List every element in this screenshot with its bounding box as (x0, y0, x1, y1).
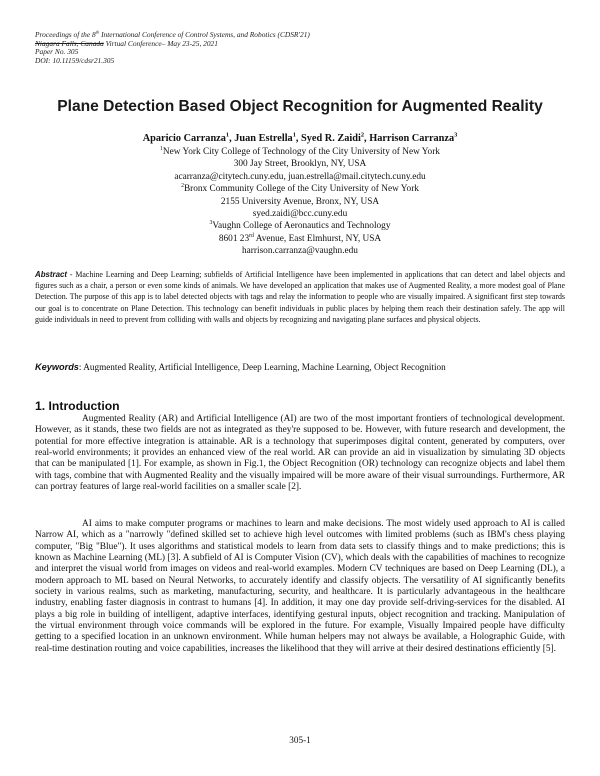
section-heading-introduction: 1. Introduction (35, 399, 120, 413)
affiliation-2-email: syed.zaidi@bcc.cuny.edu (252, 209, 348, 220)
proceedings-header (35, 31, 310, 65)
affiliation-3-name: $^3$Vaughn College of Aeronautics and Technology (209, 220, 391, 232)
paper-title: Plane Detection Based Object Recognition for Augmented Reality (57, 98, 543, 115)
affiliation-1-address: 300 Jay Street, Brooklyn, NY, USA (233, 159, 367, 170)
keywords (35, 362, 565, 372)
author-list: Aparicio Carranza$^1$, Juan Estrella$^1$, Syed R. Zaidi$^2$, Harrison Carranza$^3$ (142, 131, 458, 144)
header-paper-no: Paper No. 305 (35, 47, 79, 57)
author-name: Juan Estrella (234, 133, 293, 144)
keywords-label: Keywords (35, 362, 79, 372)
intro-paragraph-2: AI aims to make computer programs or machines to learn and make decisions. The most widely used approach to AI is called Narrow AI, which as a "narrowly "defined skilled set to achieve high level outcomes with limited problems (such as IBM's chess playing computer, "Big "Blue"). It uses algorithms and statistical models to learn from data sets to classify things and to make predictions; this is known as Machine Learning (ML) [3]. A subfield of AI is Computer Vision (CV), which deals with the capabilities of machines to recognize and interpret the visual world from images on videos and real-world examples. Modern CV techniques are based on Deep Learning (DL), a modern approach to ML based on Neural Networks, to accurately identify and classify objects. The versatility of AI significantly benefits society in various realms, such as marketing, manufacturing, security, and healthcare. It is particularly advantageous in the healthcare industry, enabling faster diagnosis in contrast to humans [4]. In addition, it may one day provide self-driving-services for the disabled. AI plays a big role in building of intelligent, adaptive interfaces, identifying gestural inputs, object recognition and tracking. Manipulation of the virtual environment through voice commands will be explored in the future. For example, Visually Impaired people have difficulty getting to a specified location in an unknown environment. While human helpers may not always be available, a Holographic Guide, with real-time destination routing and voice capabilities, increases the likelihood that they will arrive at their desired destinations efficiently [5]. (35, 519, 565, 654)
author-name: Harrison Carranza (369, 133, 455, 144)
header-doi: DOI: 10.11159/cdsr21.305 (35, 55, 115, 65)
affiliation-3-address: 8601 23rd Avenue, East Elmhurst, NY, USA (218, 232, 382, 244)
author-affil-sup: 3 (454, 131, 458, 139)
header-location-struck: Niagara Falls, Canada (35, 38, 104, 48)
affiliation-1-email: acarranza@citytech.cuny.edu, juan.estrella@mail.citytech.cuny.edu (174, 171, 426, 182)
affiliation-3-email: harrison.carranza@vaughn.edu (242, 246, 358, 257)
abstract-label: Abstract (35, 270, 68, 279)
abstract (35, 269, 565, 325)
header-conference-line: Proceedings of the 8th International Conference of Control Systems, and Robotics (CDSR'21) (35, 29, 310, 39)
author-affil-sup: 1 (225, 131, 230, 139)
page-number: 305-1 (289, 735, 311, 745)
keywords-text: : Augmented Reality, Artificial Intelligence, Deep Learning, Machine Learning, Object Recognition (78, 362, 446, 372)
affiliations (0, 146, 600, 258)
author-affil-sup: 1 (292, 131, 296, 139)
abstract-text: - Machine Learning and Deep Learning; subfields of Artificial Intelligence have been implemented in applications that can detect and label objects and figures such as a chair, a person or even some kinds of animals. We have developed an application that makes use of Augmented Reality, a more modest goal of Plane Detection. The purpose of this app is to label detected objects with tags and relay the information to people who are visually impaired. A significant first step towards our goal is to concentrate on Plane Detection. This technology can benefit individuals in public places by helping them reach their destination safely. The app will guide individuals in need to prevent from colliding with walls and objects by recognizing and navigating plane surfaces and physical objects. (35, 270, 565, 324)
author-affil-sup: 2 (360, 131, 365, 139)
affiliation-2-address: 2155 University Avenue, Bronx, NY, USA (220, 196, 380, 207)
author-name: Aparicio Carranza (142, 133, 226, 144)
header-location-rest: Virtual Conference– May 23-25, 2021 (103, 38, 218, 48)
author-name: Syed R. Zaidi (301, 133, 361, 144)
affiliation-1-name: $^1$New York City College of Technology of the City University of New York (160, 145, 440, 157)
affiliation-2-name: $^2$Bronx Community College of the City University of New York (181, 183, 419, 195)
intro-paragraph-1: Augmented Reality (AR) and Artificial Intelligence (AI) are two of the most important frontiers of technological development. However, as it stands, these two fields are not as integrated as they're supposed to be. However, with future research and development, the potential for more effective integration is attainable. AR is a technology that superimposes digital content, generated by computers, over real-world environments; it provides an enhanced view of the real world. AR can provide an aid in visualization by simulating 3D objects that can be manipulated [1]. For example, as shown in Fig.1, the Object Recognition (OR) technology can recognize objects and label them with tags, combine that with Augmented Reality and the visually impaired will be more aware of their visual surroundings. Furthermore, AR can portray features of large real-world facilities on a smaller scale [2]. (35, 414, 565, 493)
